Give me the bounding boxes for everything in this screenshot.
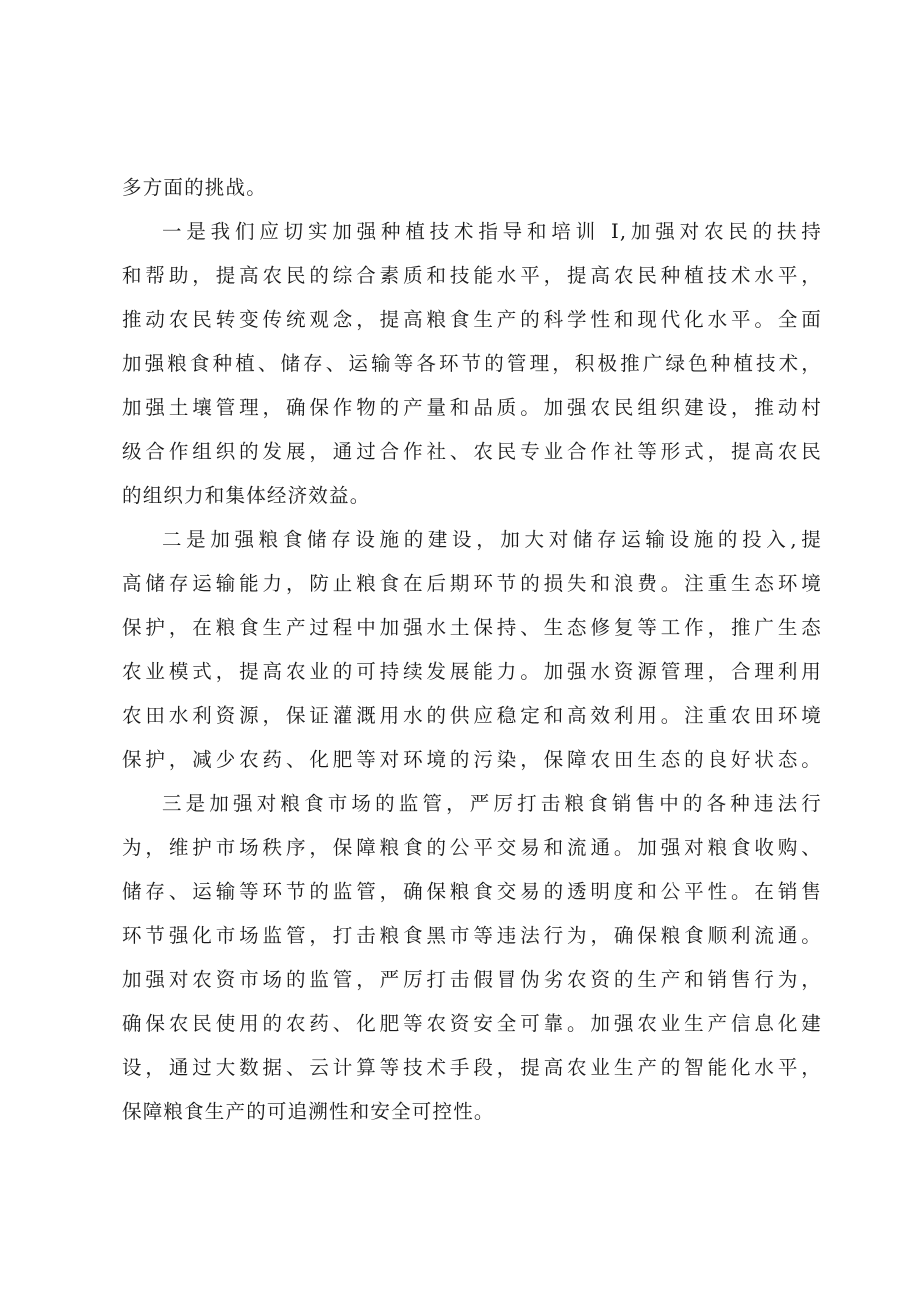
paragraph-2-line-3: 农业模式，提高农业的可持续发展能力。加强水资源管理，合理利用 — [122, 660, 822, 683]
paragraph-2-line-2: 保护，在粮食生产过程中加强水土保持、生态修复等工作，推广生态 — [122, 616, 822, 639]
paragraph-3-line-6: 设，通过大数据、云计算等技术手段，提高农业生产的智能化水平， — [122, 1056, 822, 1079]
paragraph-1-line-4: 加强土壤管理，确保作物的产量和品质。加强农民组织建设，推动村 — [122, 396, 822, 419]
paragraph-3-line-7: 保障粮食生产的可追溯性和安全可控性。 — [122, 1100, 495, 1123]
document-body — [122, 166, 822, 1134]
paragraph-3-line-3: 环节强化市场监管，打击粮食黑市等违法行为，确保粮食顺利流通。 — [122, 924, 822, 947]
paragraph-2-line-0: 二是加强粮食储存设施的建设，加大对储存运输设施的投入,提 — [162, 528, 822, 551]
paragraph-2-line-5: 保护，减少农药、化肥等对环境的污染，保障农田生态的良好状态。 — [122, 748, 822, 771]
paragraph-3-line-0: 三是加强对粮食市场的监管，严厉打击粮食销售中的各种违法行 — [162, 792, 822, 815]
paragraph-2-line-1: 高储存运输能力，防止粮食在后期环节的损失和浪费。注重生态环境 — [122, 572, 822, 595]
paragraph-3-line-4: 加强对农资市场的监管，严厉打击假冒伪劣农资的生产和销售行为， — [122, 968, 822, 991]
paragraph-1-line-6: 的组织力和集体经济效益。 — [122, 484, 371, 507]
paragraph-3-line-2: 储存、运输等环节的监管，确保粮食交易的透明度和公平性。在销售 — [122, 880, 822, 903]
paragraph-1-line-0: 一是我们应切实加强种植技术指导和培训 I,加强对农民的扶持 — [162, 220, 822, 243]
paragraph-2-line-4: 农田水利资源，保证灌溉用水的供应稳定和高效利用。注重农田环境 — [122, 704, 822, 727]
paragraph-0-line-0: 多方面的挑战。 — [122, 176, 267, 199]
paragraph-3-line-1: 为，维护市场秩序，保障粮食的公平交易和流通。加强对粮食收购、 — [122, 836, 822, 859]
paragraph-1-line-3: 加强粮食种植、储存、运输等各环节的管理，积极推广绿色种植技术， — [122, 352, 822, 375]
paragraph-1-line-2: 推动农民转变传统观念，提高粮食生产的科学性和现代化水平。全面 — [122, 308, 822, 331]
paragraph-1-line-5: 级合作组织的发展，通过合作社、农民专业合作社等形式，提高农民 — [122, 440, 822, 463]
paragraph-3-line-5: 确保农民使用的农药、化肥等农资安全可靠。加强农业生产信息化建 — [122, 1012, 822, 1035]
paragraph-1-line-1: 和帮助，提高农民的综合素质和技能水平，提高农民种植技术水平， — [122, 264, 822, 287]
